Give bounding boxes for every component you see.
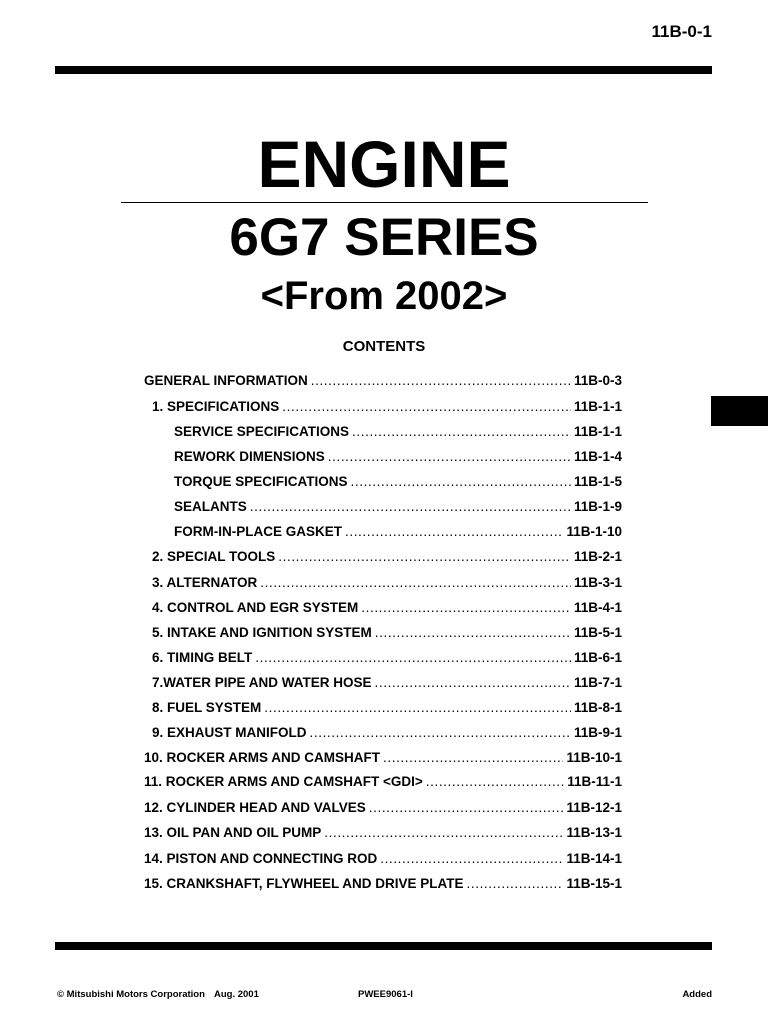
toc-row[interactable] xyxy=(174,523,622,541)
toc-page: 11B-1-5 xyxy=(573,474,622,489)
toc-leader xyxy=(328,448,571,466)
toc-page: 11B-1-1 xyxy=(573,399,622,414)
toc-page: 11B-4-1 xyxy=(573,600,622,615)
toc-row[interactable] xyxy=(174,448,622,466)
toc-leader xyxy=(375,674,571,692)
toc-leader xyxy=(250,498,571,516)
top-rule xyxy=(55,66,712,74)
toc-page: 11B-6-1 xyxy=(573,650,622,665)
toc-row[interactable] xyxy=(152,724,622,742)
toc-label: 7.WATER PIPE AND WATER HOSE xyxy=(152,675,372,690)
toc-leader xyxy=(324,824,563,842)
toc-leader xyxy=(352,423,571,441)
toc-leader xyxy=(426,773,564,791)
toc-label: 11. ROCKER ARMS AND CAMSHAFT <GDI> xyxy=(144,774,423,789)
toc-page: 11B-1-4 xyxy=(573,449,622,464)
toc-row[interactable] xyxy=(174,473,622,491)
side-tab xyxy=(711,396,768,426)
toc-page: 11B-1-10 xyxy=(566,524,622,539)
title-rule xyxy=(121,202,648,203)
toc-leader xyxy=(383,749,563,767)
toc-label: GENERAL INFORMATION xyxy=(144,373,308,388)
toc-row[interactable] xyxy=(152,548,622,566)
toc-row[interactable] xyxy=(144,850,622,868)
toc-page: 11B-3-1 xyxy=(573,575,622,590)
toc-row[interactable] xyxy=(144,824,622,842)
toc-page: 11B-14-1 xyxy=(566,851,622,866)
toc-page: 11B-0-3 xyxy=(573,373,622,388)
toc-leader xyxy=(380,850,563,868)
toc-row[interactable] xyxy=(174,423,622,441)
toc-label: FORM-IN-PLACE GASKET xyxy=(174,524,342,539)
toc-leader xyxy=(345,523,563,541)
toc-row[interactable] xyxy=(152,649,622,667)
toc-leader xyxy=(311,372,571,390)
page-number: 11B-0-1 xyxy=(651,22,712,41)
toc-page: 11B-11-1 xyxy=(567,774,622,789)
title-engine: ENGINE xyxy=(257,127,511,201)
toc-row[interactable] xyxy=(152,699,622,717)
toc-label: 4. CONTROL AND EGR SYSTEM xyxy=(152,600,359,615)
toc-leader xyxy=(282,398,571,416)
footer-copyright: © Mitsubishi Motors Corporation xyxy=(57,989,205,1000)
toc-leader xyxy=(278,548,571,566)
toc-label: 12. CYLINDER HEAD AND VALVES xyxy=(144,800,366,815)
toc-leader xyxy=(310,724,571,742)
contents-heading: CONTENTS xyxy=(342,338,426,355)
toc-label: 15. CRANKSHAFT, FLYWHEEL AND DRIVE PLATE xyxy=(144,876,464,891)
toc-label: 2. SPECIAL TOOLS xyxy=(152,549,276,564)
toc-label: 6. TIMING BELT xyxy=(152,650,253,665)
toc-leader xyxy=(255,649,571,667)
toc-label: 5. INTAKE AND IGNITION SYSTEM xyxy=(152,625,372,640)
toc-row[interactable] xyxy=(174,498,622,516)
toc-page: 11B-7-1 xyxy=(573,675,622,690)
toc-label: REWORK DIMENSIONS xyxy=(174,449,325,464)
toc-leader xyxy=(369,799,564,817)
toc-label: SERVICE SPECIFICATIONS xyxy=(174,424,350,439)
toc-label: 3. ALTERNATOR xyxy=(152,575,258,590)
footer-status: Added xyxy=(682,989,712,1000)
footer-date: Aug. 2001 xyxy=(214,989,259,1000)
toc-row[interactable] xyxy=(152,398,622,416)
toc-page: 11B-1-9 xyxy=(573,499,622,514)
toc-leader xyxy=(467,875,564,893)
toc-row[interactable] xyxy=(144,875,622,893)
toc-leader xyxy=(361,599,571,617)
toc-page: 11B-9-1 xyxy=(573,725,622,740)
toc-page: 11B-8-1 xyxy=(573,700,622,715)
toc-label: SEALANTS xyxy=(174,499,247,514)
toc-row[interactable] xyxy=(152,674,622,692)
toc-label: 14. PISTON AND CONNECTING ROD xyxy=(144,851,378,866)
toc-page: 11B-10-1 xyxy=(566,750,622,765)
toc-leader xyxy=(351,473,571,491)
toc-label: 8. FUEL SYSTEM xyxy=(152,700,262,715)
toc-page: 11B-1-1 xyxy=(573,424,622,439)
toc-row[interactable] xyxy=(144,749,622,767)
toc-label: 1. SPECIFICATIONS xyxy=(152,399,280,414)
toc-row[interactable] xyxy=(144,799,622,817)
toc-label: 13. OIL PAN AND OIL PUMP xyxy=(144,825,322,840)
toc-page: 11B-2-1 xyxy=(573,549,622,564)
toc-leader xyxy=(264,699,571,717)
toc-row[interactable] xyxy=(152,574,622,592)
toc-label: 10. ROCKER ARMS AND CAMSHAFT xyxy=(144,750,381,765)
toc-row[interactable] xyxy=(144,773,622,791)
bottom-rule xyxy=(55,942,712,950)
toc-row[interactable] xyxy=(144,372,622,390)
toc-row[interactable] xyxy=(152,624,622,642)
title-from: <From 2002> xyxy=(260,274,508,318)
title-series: 6G7 SERIES xyxy=(229,208,539,267)
toc-page: 11B-13-1 xyxy=(566,825,622,840)
toc-row[interactable] xyxy=(152,599,622,617)
toc-label: TORQUE SPECIFICATIONS xyxy=(174,474,348,489)
toc-page: 11B-12-1 xyxy=(566,800,622,815)
toc-page: 11B-5-1 xyxy=(573,625,622,640)
toc-label: 9. EXHAUST MANIFOLD xyxy=(152,725,307,740)
footer-code: PWEE9061-I xyxy=(358,989,413,1000)
toc-leader xyxy=(260,574,571,592)
toc-leader xyxy=(375,624,571,642)
toc-page: 11B-15-1 xyxy=(566,876,622,891)
